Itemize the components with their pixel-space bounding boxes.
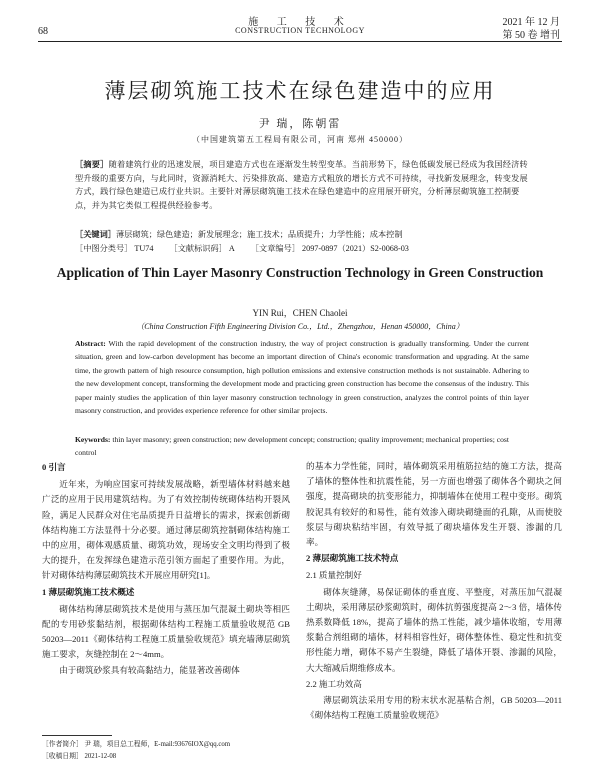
section-heading-2-2: 2.2 施工功效高 <box>306 678 362 689</box>
abstract-cn <box>75 158 529 212</box>
body-right-column <box>306 459 562 723</box>
article-id: ［文章编号］ 2097-0897（2021）S2-0068-03 <box>250 244 409 253</box>
keywords-cn-text: 薄层砌筑；绿色建造；新发展理念；施工技术；品质提升；力学性能；成本控制 <box>115 230 403 239</box>
footnote-received-date: ［收稿日期］ 2021-12-08 <box>42 753 117 760</box>
journal-name-en: CONSTRUCTION TECHNOLOGY <box>235 26 365 35</box>
affiliation-cn: （中国建筑第五工程局有限公司，河南 郑州 450000） <box>192 135 408 144</box>
issue-date: 2021 年 12 月 <box>502 17 560 28</box>
keywords-en <box>75 433 529 459</box>
document-code: ［文献标识码］ A <box>169 244 235 253</box>
paragraph-section-1: 砌体结构薄层砌筑技术是使用与蒸压加气混凝土砌块等相匹配的专用砂浆黏结剂，根据砌体结构工程施工质量验收规范 GB 50203—2011《砌体结构工程施工质量验收规范》填充墙薄层砌筑施工要求，灰缝控制在 2～4mm。 <box>42 603 290 660</box>
title-en: Application of Thin Layer Masonry Construction Technology in Green Construction <box>56 265 544 280</box>
paragraph-section-2-1: 砌体灰缝薄，易保证砌体的垂直度、平整度，对蒸压加气混凝土砌块，采用薄层砂浆砌筑时，砌体抗剪强度提高 2～3 倍，墙体传热系数降低 18%，提高了墙体的热工性能，减少墙体收缩，专用薄浆黏合剂组砌的墙体，材料相容性好，砌体整体性、稳定性和抗变形性能力增，砌体不易产生裂缝，降低了墙体开裂、渗漏的风险，大大缩减后期维修成本。 <box>306 586 562 673</box>
footnote-author-bio: ［作者简介］ 尹 瑞，项目总工程师，E-mail:93676IOX@qq.com <box>42 741 231 748</box>
section-heading-1: 1 薄层砌筑施工技术概述 <box>42 586 135 597</box>
journal-name-cn: 施 工 技 术 <box>248 17 352 28</box>
keywords-cn <box>75 229 529 240</box>
title-cn: 薄层砌筑施工技术在绿色建造中的应用 <box>104 79 496 103</box>
affiliation-en: （China Construction Fifth Engineering Division Co.，Ltd.，Zhengzhou，Henan 450000，China） <box>136 322 464 331</box>
page-number: 68 <box>38 26 48 37</box>
paragraph-continuation: 的基本力学性能，同时，墙体砌筑采用植筋拉结的施工方法，提高了墙体的整体性和抗震性能，另一方面也增强了砌体各个砌块之间强度，提高砌块的抗变形能力，抑制墙体在使用工程中变形。砌筑胶泥具有较好的和易性，能有效渗入砌块砌缝面的孔隙，从而使胶浆层与砌块粘结牢固，有效导抵了砌块墙体发生开裂、渗漏的几率。 <box>306 461 562 548</box>
abstract-en <box>75 337 529 417</box>
paragraph-section-1b: 由于砌筑砂浆具有较高黏结力，能显著改善砌体 <box>59 664 240 675</box>
keywords-cn-label: ［关键词］ <box>75 230 116 239</box>
clc-number: ［中图分类号］ TU74 <box>75 244 154 253</box>
abstract-en-label: Abstract: <box>75 339 106 348</box>
issue-volume: 第 50 卷 增刊 <box>502 30 560 41</box>
abstract-cn-label: ［摘要］ <box>75 160 109 169</box>
abstract-cn-text: 随着建筑行业的迅速发展，项目建造方式也在逐渐发生转型变革。当前形势下，绿色低碳发展已经成为我国经济转型升级的重要方向，与此同时，资源消耗大、污染排放高、建造方式粗放的增长方式不可持续，寻找新发展理念，转变发展方式，践行绿色建造已成行业共识。主要针对薄层砌筑施工技术在绿色建造中的应用展开研究，分析薄层砌筑施工控制要点，并为其它类似工程提供经验参考。 <box>75 160 528 210</box>
keywords-en-label: Keywords: <box>75 435 111 444</box>
paragraph-section-2-2: 薄层砌筑法采用专用的粉末状水泥基粘合剂，GB 50203—2011《砌体结构工程施工质量验收规范》 <box>306 695 562 721</box>
authors-cn: 尹 瑞，陈朝雷 <box>258 118 342 130</box>
classification-row <box>75 243 535 254</box>
section-heading-2: 2 薄层砌筑施工技术特点 <box>306 553 399 564</box>
body-left-column <box>42 459 290 678</box>
abstract-en-text: With the rapid development of the construction industry, the way of project construction is gradually transforming. Under the current situation, green and low-carbon development has become an important direction of China's economic transformation and upgrading. At the same time, the growth pattern of high resource consumption, high pollution emissions and extensive construction methods is not sustainable. Adhering to the new development concept, transforming the development mode and practicing green construction has become the consensus of the industry. This paper mainly studies the application of thin layer masonry construction technology in green construction, analyzes the control points of thin layer masonry construction, and provides experience reference for other similar projects. <box>75 339 530 416</box>
footnote-rule <box>42 735 112 736</box>
section-heading-introduction: 0 引言 <box>42 462 66 472</box>
authors-en: YIN Rui，CHEN Chaolei <box>252 308 348 318</box>
header-rule <box>38 41 562 42</box>
keywords-en-text: thin layer masonry; green construction; new development concept; construction; quality improvement; mechanical properties; cost control <box>75 435 509 457</box>
paragraph-introduction: 近年来，为响应国家可持续发展战略，新型墙体材料越来越广泛的应用于民用建筑结构。为了有效控制传统砌体结构开裂风险，满足人民群众对住宅品质提升日益增长的需求，探索创新砌体结构施工方法显得十分必要。通过薄层砌筑控制砌体结构施工中的应用，砌体观感质量、砌筑功效，现场安全文明均得到了极大的提升，在发挥绿色建造示范引领方面起了重要作用。为此，针对砌体结构薄层砌筑技术开展应用研究[1]。 <box>42 479 290 581</box>
section-heading-2-1: 2.1 质量控制好 <box>306 570 362 581</box>
